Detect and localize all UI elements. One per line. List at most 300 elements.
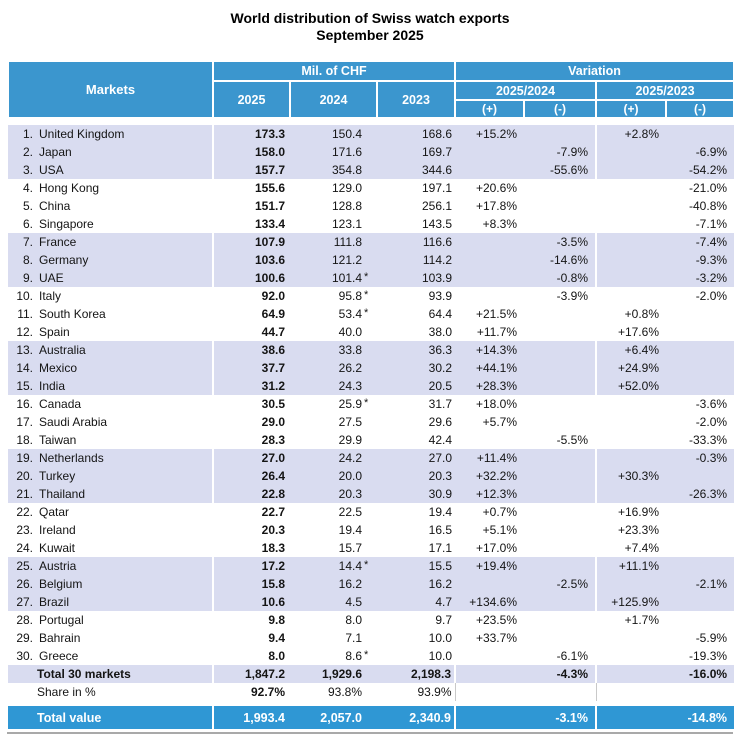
value-2023: 16.5	[428, 523, 452, 537]
table-row	[8, 413, 734, 431]
market-name: China	[39, 199, 71, 213]
var-2025-2023-minus	[666, 377, 734, 395]
var-2025-2024-plus	[455, 161, 524, 179]
value-2025: 17.2	[213, 557, 290, 575]
value-2025: 44.7	[213, 323, 290, 341]
table-row	[8, 611, 734, 629]
value-2023: 168.6	[377, 125, 455, 143]
table-row	[8, 557, 734, 575]
var-2025-2023-minus: -2.0%	[695, 415, 728, 429]
market-name: Italy	[39, 289, 62, 303]
market-cell	[8, 593, 213, 611]
value-2024: 128.8	[331, 199, 362, 213]
var-2025-2024-minus: -14.6%	[524, 251, 596, 269]
total-value-label-cell	[8, 706, 213, 729]
asterisk: *	[364, 271, 369, 283]
table-row	[8, 449, 734, 467]
var-2025-2024-plus	[455, 251, 524, 269]
var-2025-2024-minus: -3.5%	[524, 233, 596, 251]
value-2025: 31.2	[213, 377, 290, 395]
market-name: Australia	[39, 343, 86, 357]
table-row	[8, 431, 734, 449]
var-2025-2023-plus: +7.4%	[596, 539, 666, 557]
market-rank: 25.	[16, 559, 33, 573]
table-row	[8, 269, 734, 287]
var-2025-2024-plus	[455, 575, 524, 593]
var-2025-2024-minus: -55.6%	[524, 161, 596, 179]
value-2023: 30.2	[377, 359, 455, 377]
var-2025-2023-plus	[596, 431, 666, 449]
market-rank: 21.	[16, 487, 33, 501]
market-cell	[8, 431, 213, 449]
value-2023: 29.6	[428, 415, 452, 429]
var-2025-2024-plus: +8.3%	[482, 217, 517, 231]
share-label-cell	[8, 683, 213, 701]
value-2023: 143.5	[421, 217, 452, 231]
value-2024: 7.1	[345, 631, 362, 645]
value-2025: 37.7	[213, 359, 290, 377]
value-2025: 158.0	[213, 143, 290, 161]
table-row	[8, 539, 734, 557]
total-30-value-2023: 2,198.3	[377, 665, 455, 683]
var-2025-2024-plus: +0.7%	[482, 505, 517, 519]
market-cell	[8, 161, 213, 179]
var-2025-2023-minus	[666, 557, 734, 575]
header-body-gap	[8, 118, 734, 125]
var-2025-2023-minus: -26.3%	[666, 485, 734, 503]
var-2025-2023-minus: -3.2%	[666, 269, 734, 287]
var-2025-2024-plus: +14.3%	[455, 341, 524, 359]
var-2025-2024-minus: -3.9%	[556, 289, 588, 303]
var-2025-2024-plus: +23.5%	[475, 613, 517, 627]
market-cell	[8, 197, 213, 215]
market-cell	[8, 341, 213, 359]
var-2025-2024-plus: +134.6%	[455, 593, 524, 611]
market-name: Saudi Arabia	[39, 415, 108, 429]
table-row	[8, 233, 734, 251]
market-rank: 27.	[16, 595, 33, 609]
market-cell	[8, 251, 213, 269]
var-2025-2024-plus: +21.5%	[475, 307, 517, 321]
market-name: Bahrain	[39, 631, 81, 645]
value-2023: 20.3	[377, 467, 455, 485]
table-row	[8, 341, 734, 359]
value-2023: 344.6	[377, 161, 455, 179]
var-2025-2024-minus	[524, 449, 596, 467]
value-2024: 24.2	[290, 449, 377, 467]
market-rank: 13.	[16, 343, 33, 357]
var-2025-2024-minus	[524, 413, 596, 431]
value-2025: 9.4	[213, 629, 290, 647]
var-2025-2023-plus	[596, 413, 666, 431]
var-2025-2024-plus: +11.7%	[476, 325, 517, 339]
var-2025-2023-plus	[596, 251, 666, 269]
var-2025-2023-minus	[666, 611, 734, 629]
var-2025-2024-minus: -6.1%	[556, 649, 588, 663]
share-row	[8, 683, 734, 701]
value-2024: 150.4	[290, 125, 377, 143]
market-cell	[8, 395, 213, 413]
var-2025-2024-plus	[455, 431, 524, 449]
bottom-rule	[7, 732, 733, 734]
table-body	[8, 125, 734, 665]
var-2025-2023-plus: +24.9%	[596, 359, 666, 377]
var-2025-2023-plus: +11.1%	[596, 557, 666, 575]
market-cell	[8, 539, 213, 557]
share-value-2023: 93.9%	[377, 683, 455, 701]
value-2025: 103.6	[213, 251, 290, 269]
var-2025-2024-minus	[524, 197, 596, 215]
market-rank: 7.	[22, 235, 33, 249]
var-2025-2023-minus: -5.9%	[695, 631, 728, 645]
table-row	[8, 485, 734, 503]
value-2025: 155.6	[213, 179, 290, 197]
asterisk: *	[364, 307, 369, 319]
var-2025-2024-plus	[455, 647, 524, 665]
market-name: Mexico	[39, 361, 78, 375]
value-2025: 30.5	[213, 395, 290, 413]
table-row	[8, 305, 734, 323]
market-name: Germany	[39, 253, 89, 267]
value-2025: 15.8	[213, 575, 290, 593]
market-rank: 20.	[16, 469, 33, 483]
market-name: UAE	[39, 271, 64, 285]
value-2023: 93.9	[428, 289, 452, 303]
var-2025-2024-plus: +19.4%	[455, 557, 524, 575]
market-cell	[8, 575, 213, 593]
value-2024: 26.2	[290, 359, 377, 377]
market-name: South Korea	[39, 307, 106, 321]
var-2025-2024-minus	[524, 485, 596, 503]
value-2024: 20.0	[290, 467, 377, 485]
value-2024: 24.3	[290, 377, 377, 395]
var-2025-2023-plus: +16.9%	[596, 503, 666, 521]
market-cell	[8, 269, 213, 287]
market-name: Kuwait	[39, 541, 76, 555]
asterisk: *	[364, 649, 369, 661]
market-rank: 6.	[22, 217, 33, 231]
value-2023: 10.0	[428, 649, 452, 663]
value-2024: 95.8 *	[290, 287, 377, 305]
header-plus-2024: (+)	[455, 100, 524, 118]
var-2025-2023-minus	[666, 539, 734, 557]
market-cell	[8, 629, 213, 647]
header-mil-of-chf: Mil. of CHF	[213, 61, 455, 81]
market-rank: 24.	[16, 541, 33, 555]
value-2024: 8.0	[345, 613, 362, 627]
value-2024: 27.5	[338, 415, 362, 429]
header-year-2025: 2025	[213, 81, 290, 118]
var-2025-2023-minus	[666, 359, 734, 377]
header-plus-2023: (+)	[596, 100, 666, 118]
var-2025-2023-plus: +23.3%	[596, 521, 666, 539]
var-2025-2024-minus	[524, 125, 596, 143]
var-2025-2024-minus	[524, 179, 596, 197]
market-cell	[8, 647, 213, 665]
value-2023: 10.0	[428, 631, 452, 645]
var-2025-2023-plus	[596, 449, 666, 467]
market-name: France	[39, 235, 77, 249]
var-2025-2024-minus	[524, 341, 596, 359]
table-row	[8, 161, 734, 179]
header-minus-2023: (-)	[666, 100, 734, 118]
value-2023: 4.7	[377, 593, 455, 611]
var-2025-2023-plus	[596, 233, 666, 251]
market-cell	[8, 287, 213, 305]
var-2025-2023-plus	[596, 647, 666, 665]
value-2025: 9.8	[213, 611, 290, 629]
var-2025-2024-minus	[524, 503, 596, 521]
market-name: Turkey	[39, 469, 76, 483]
value-2024: 101.4 *	[290, 269, 377, 287]
var-2025-2023-plus	[596, 143, 666, 161]
var-2025-2023-minus	[666, 125, 734, 143]
market-cell	[8, 521, 213, 539]
var-2025-2024-plus: +5.7%	[482, 415, 517, 429]
var-2025-2024-minus	[524, 467, 596, 485]
var-2025-2024-minus: -0.8%	[524, 269, 596, 287]
table-row	[8, 647, 734, 665]
value-2024: 33.8	[290, 341, 377, 359]
table-row	[8, 197, 734, 215]
title-line2: September 2025	[316, 27, 424, 43]
var-2025-2023-minus: -7.4%	[666, 233, 734, 251]
var-2025-2024-minus: -7.9%	[524, 143, 596, 161]
value-2023: 9.7	[435, 613, 452, 627]
title-line1: World distribution of Swiss watch exports	[230, 10, 510, 26]
value-2025: 151.7	[213, 197, 290, 215]
var-2025-2023-plus	[596, 215, 666, 233]
market-name: Singapore	[39, 217, 94, 231]
market-rank: 14.	[16, 361, 33, 375]
market-cell	[8, 467, 213, 485]
var-2025-2024-minus	[524, 377, 596, 395]
total-30-var-2025-2024: -4.3%	[455, 665, 596, 683]
var-2025-2023-minus	[666, 305, 734, 323]
value-2025: 18.3	[213, 539, 290, 557]
asterisk: *	[364, 289, 369, 301]
total-30-label: Total 30 markets	[37, 667, 131, 681]
var-2025-2024-minus	[524, 323, 596, 341]
market-cell	[8, 305, 213, 323]
share-var-2025-2023	[596, 683, 734, 701]
value-2025: 10.6	[213, 593, 290, 611]
var-2025-2023-plus: +30.3%	[596, 467, 666, 485]
var-2025-2024-plus: +32.2%	[455, 467, 524, 485]
share-value-2024: 93.8%	[290, 683, 377, 701]
value-2025: 38.6	[213, 341, 290, 359]
market-rank: 23.	[16, 523, 33, 537]
market-name: India	[39, 379, 66, 393]
share-label: Share in %	[37, 685, 96, 699]
value-2024: 14.4 *	[290, 557, 377, 575]
var-2025-2023-plus	[596, 161, 666, 179]
total-value-2024: 2,057.0	[290, 706, 377, 729]
var-2025-2024-plus: +44.1%	[455, 359, 524, 377]
var-2025-2023-minus	[666, 323, 734, 341]
var-2025-2024-minus: -2.5%	[524, 575, 596, 593]
share-value-2025: 92.7%	[213, 683, 290, 701]
value-2024: 16.2	[290, 575, 377, 593]
header-year-2023: 2023	[377, 81, 455, 118]
table-row	[8, 503, 734, 521]
total-30-value-2025: 1,847.2	[213, 665, 290, 683]
value-2025: 28.3	[213, 431, 290, 449]
value-2024: 25.9 *	[290, 395, 377, 413]
market-rank: 22.	[16, 505, 33, 519]
var-2025-2023-minus: -21.0%	[689, 181, 728, 195]
var-2025-2024-minus	[524, 395, 596, 413]
market-rank: 28.	[16, 613, 33, 627]
market-cell	[8, 143, 213, 161]
value-2023: 36.3	[377, 341, 455, 359]
market-name: Taiwan	[39, 433, 77, 447]
market-name: United Kingdom	[39, 127, 125, 141]
table-row	[8, 323, 734, 341]
table-totals	[8, 665, 734, 729]
var-2025-2023-minus	[666, 521, 734, 539]
value-2023: 256.1	[421, 199, 452, 213]
market-name: Greece	[39, 649, 79, 663]
var-2025-2023-plus	[596, 629, 666, 647]
value-2025: 133.4	[213, 215, 290, 233]
market-cell	[8, 323, 213, 341]
market-rank: 18.	[16, 433, 33, 447]
value-2025: 100.6	[213, 269, 290, 287]
market-rank: 30.	[16, 649, 33, 663]
market-rank: 11.	[17, 307, 33, 321]
market-cell	[8, 179, 213, 197]
market-cell	[8, 125, 213, 143]
market-name: Austria	[39, 559, 77, 573]
value-2024: 22.5	[338, 505, 362, 519]
value-2025: 157.7	[213, 161, 290, 179]
var-2025-2024-minus	[524, 611, 596, 629]
value-2023: 169.7	[377, 143, 455, 161]
market-rank: 8.	[22, 253, 33, 267]
var-2025-2024-minus	[524, 521, 596, 539]
var-2025-2023-plus	[596, 287, 666, 305]
var-2025-2023-plus: +1.7%	[596, 611, 666, 629]
market-cell	[8, 449, 213, 467]
header-markets: Markets	[8, 61, 213, 118]
table-header	[8, 61, 734, 118]
value-2025: 107.9	[213, 233, 290, 251]
var-2025-2023-minus: -2.0%	[695, 289, 728, 303]
table-row	[8, 215, 734, 233]
total-value-row	[8, 706, 734, 729]
market-cell	[8, 611, 213, 629]
page-title	[7, 10, 733, 44]
var-2025-2023-plus	[596, 269, 666, 287]
value-2025: 92.0	[213, 287, 290, 305]
total-30-var-2025-2023: -16.0%	[596, 665, 734, 683]
table-row	[8, 251, 734, 269]
total-value-var-2025-2024: -3.1%	[455, 706, 596, 729]
var-2025-2024-plus: +12.3%	[455, 485, 524, 503]
value-2025: 8.0	[213, 647, 290, 665]
total-value-var-2025-2023: -14.8%	[596, 706, 734, 729]
header-var-2025-2024: 2025/2024	[455, 81, 596, 100]
var-2025-2024-plus	[455, 287, 524, 305]
market-rank: 17.	[16, 415, 33, 429]
header-year-2024: 2024	[290, 81, 377, 118]
value-2024: 53.4 *	[290, 305, 377, 323]
var-2025-2023-minus: -54.2%	[666, 161, 734, 179]
value-2025: 22.7	[213, 503, 290, 521]
market-rank: 16.	[16, 397, 33, 411]
var-2025-2023-minus: -6.9%	[666, 143, 734, 161]
market-rank: 10.	[16, 289, 33, 303]
market-name: Brazil	[39, 595, 70, 609]
value-2024: 15.7	[338, 541, 362, 555]
var-2025-2024-plus: +28.3%	[455, 377, 524, 395]
var-2025-2024-plus: +18.0%	[475, 397, 517, 411]
var-2025-2024-minus: -5.5%	[556, 433, 588, 447]
var-2025-2024-minus	[524, 557, 596, 575]
market-rank: 3.	[22, 163, 33, 177]
total-value-2025: 1,993.4	[213, 706, 290, 729]
var-2025-2023-minus	[666, 467, 734, 485]
var-2025-2024-plus: +17.0%	[475, 541, 517, 555]
market-cell	[8, 377, 213, 395]
table-row	[8, 467, 734, 485]
value-2025: 29.0	[213, 413, 290, 431]
market-rank: 1.	[22, 127, 33, 141]
var-2025-2023-plus: +17.6%	[596, 323, 666, 341]
market-cell	[8, 485, 213, 503]
value-2024: 4.5	[290, 593, 377, 611]
var-2025-2024-plus: +15.2%	[455, 125, 524, 143]
var-2025-2023-minus: -3.6%	[695, 397, 728, 411]
table-row	[8, 359, 734, 377]
market-name: Netherlands	[39, 451, 104, 465]
market-rank: 4.	[22, 181, 33, 195]
total-value-2023: 2,340.9	[377, 706, 455, 729]
value-2024: 123.1	[331, 217, 362, 231]
value-2024: 129.0	[331, 181, 362, 195]
market-name: Hong Kong	[39, 181, 100, 195]
var-2025-2023-plus	[596, 197, 666, 215]
market-rank: 26.	[16, 577, 33, 591]
value-2023: 31.7	[428, 397, 452, 411]
var-2025-2023-minus	[666, 593, 734, 611]
value-2025: 22.8	[213, 485, 290, 503]
value-2025: 173.3	[213, 125, 290, 143]
var-2025-2024-plus	[455, 143, 524, 161]
value-2023: 20.5	[377, 377, 455, 395]
value-2024: 111.8	[290, 233, 377, 251]
var-2025-2023-plus: +125.9%	[596, 593, 666, 611]
market-name: Japan	[39, 145, 72, 159]
market-cell	[8, 359, 213, 377]
var-2025-2023-plus: +52.0%	[596, 377, 666, 395]
market-cell	[8, 215, 213, 233]
market-cell	[8, 233, 213, 251]
var-2025-2023-minus	[666, 503, 734, 521]
table-row	[8, 179, 734, 197]
var-2025-2024-minus	[524, 305, 596, 323]
value-2024: 19.4	[338, 523, 362, 537]
value-2023: 42.4	[428, 433, 452, 447]
total-30-markets-row	[8, 665, 734, 683]
market-cell	[8, 557, 213, 575]
var-2025-2024-plus	[455, 269, 524, 287]
table-row	[8, 593, 734, 611]
market-name: Ireland	[39, 523, 76, 537]
market-cell	[8, 503, 213, 521]
header-minus-2024: (-)	[524, 100, 596, 118]
